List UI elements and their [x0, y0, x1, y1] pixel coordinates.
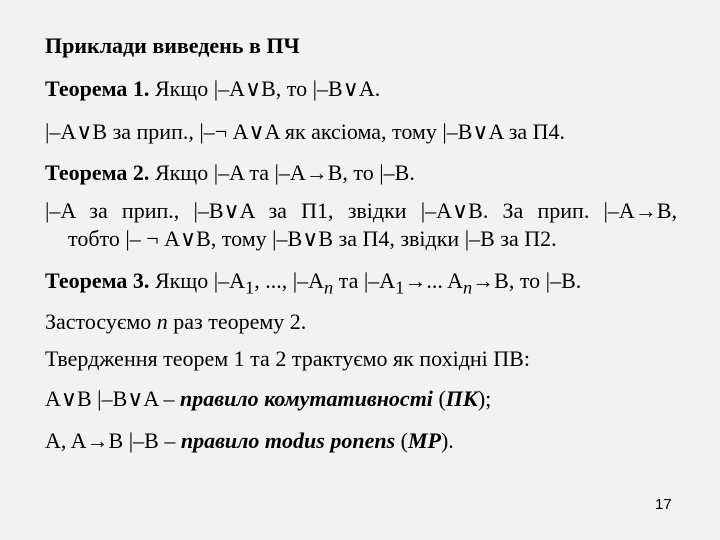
- theorem-3-text-b: , ..., |–A: [254, 268, 325, 293]
- rule-1-paren-open: (: [432, 386, 446, 411]
- apply-text-b: раз теорему 2.: [167, 309, 307, 334]
- proof-1: |–A∨B за прип., |–¬ A∨A як аксіома, тому |–B∨A за П4.: [45, 119, 566, 144]
- theorem-3-sub-n2: n: [463, 277, 473, 298]
- apply-n: n: [156, 309, 168, 334]
- slide-heading: Приклади виведень в ПЧ: [45, 33, 300, 58]
- rule-1-abbr: ПК: [445, 386, 478, 411]
- theorem-1: [45, 76, 685, 102]
- theorem-2: [45, 160, 685, 186]
- rule-1-paren-close: );: [477, 386, 492, 411]
- theorem-2-label: Теорема 2.: [45, 160, 150, 185]
- theorem-3-text-c: та |–A: [333, 268, 396, 293]
- theorem-3-sub-1: 1: [245, 277, 255, 298]
- theorem-1-text: Якщо |–A∨B, то |–B∨A.: [149, 76, 381, 101]
- rule-2-formula: A, A→B |–B –: [45, 428, 181, 453]
- theorem-3-sub-n: n: [324, 277, 334, 298]
- rule-2-name: правило modus ponens: [180, 428, 396, 453]
- rule-modus-ponens: [45, 428, 685, 454]
- page-number: 17: [655, 496, 672, 513]
- theorem-3-text-d: →... A: [404, 268, 463, 293]
- proof-2-line-2: тобто |– ¬ A∨B, тому |–B∨B за П4, звідки |–B за П2.: [68, 226, 557, 251]
- apply-text-a: Застосуємо: [45, 309, 157, 334]
- proof-2-line-1: |–A за прип., |–B∨A за П1, звідки |–A∨B. За прип. |–A→B,: [45, 198, 677, 223]
- rule-2-paren-open: (: [395, 428, 408, 453]
- apply-theorem: [45, 309, 685, 335]
- theorem-2-text: Якщо |–A та |–A→B, то |–B.: [149, 160, 415, 185]
- rule-2-abbr: MP: [407, 428, 441, 453]
- rule-2-paren-close: ).: [440, 428, 454, 453]
- theorem-3-label: Теорема 3.: [45, 268, 150, 293]
- rule-1-formula: A∨B |–B∨A –: [45, 386, 181, 411]
- theorem-1-label: Теорема 1.: [45, 76, 150, 101]
- theorem-3-text-e: →B, то |–B.: [472, 268, 582, 293]
- theorem-3-text-a: Якщо |–A: [149, 268, 246, 293]
- claim: Твердження теорем 1 та 2 трактуємо як похідні ПВ:: [45, 346, 530, 371]
- rule-commutativity: [45, 386, 685, 412]
- rule-1-name: правило комутативності: [180, 386, 433, 411]
- theorem-3: [45, 268, 685, 300]
- theorem-3-sub-1b: 1: [395, 277, 405, 298]
